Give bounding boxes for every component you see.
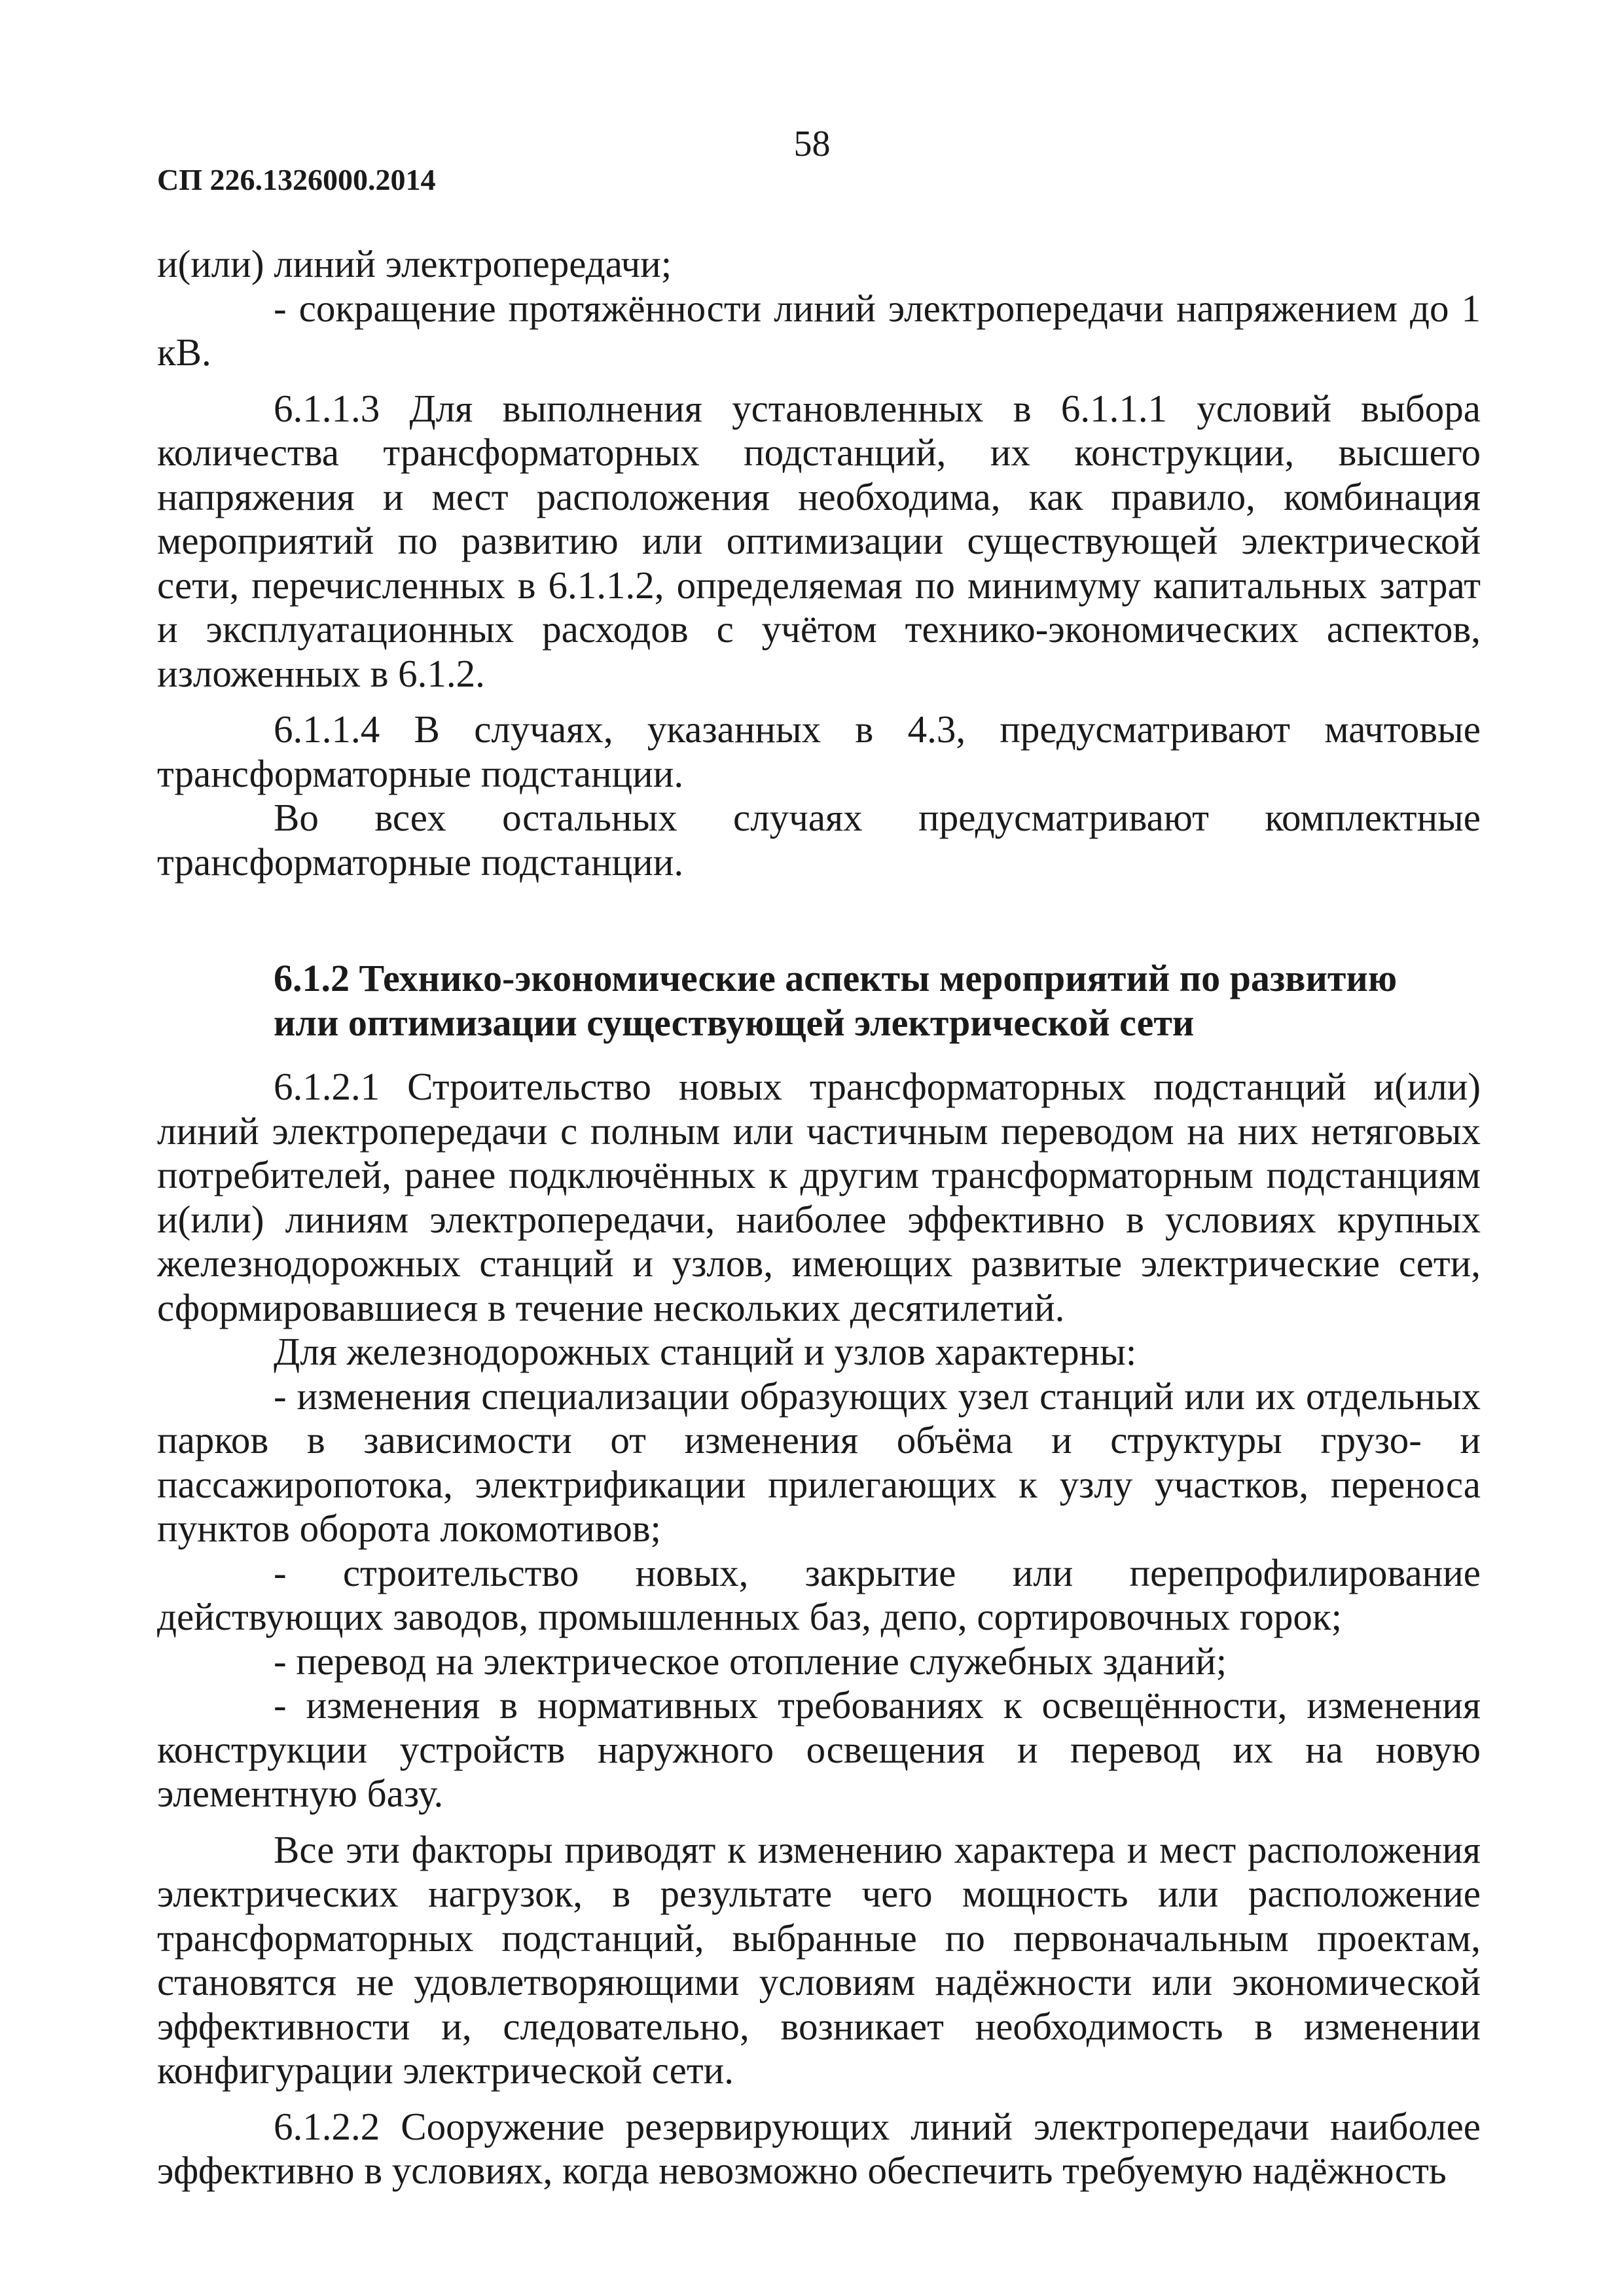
page-number: 58 <box>793 124 831 164</box>
list-item: - строительство новых, закрытие или перепрофилирование действующих заводов, промышленных баз, депо, сортировочных горок; <box>157 1551 1481 1638</box>
document-body <box>157 242 1481 2193</box>
paragraph: 6.1.1.3 Для выполнения установленных в 6.1.1.1 условий выбора количества трансформаторных подстанций, их конструкции, высшего напряжения и мест расположения необходима, как правило, комбинация мероприятий по развитию или оптимизации существующей электрической сети, перечисленных в 6.1.1.2, определяемая по минимуму капитальных затрат и эксплуатационных расходов с учётом технико-экономических аспектов, изложенных в 6.1.2. <box>157 386 1481 695</box>
list-item: - перевод на электрическое отопление служебных зданий; <box>274 1639 1227 1683</box>
document-code: СП 226.1326000.2014 <box>157 163 436 196</box>
paragraph: 6.1.2.2 Сооружение резервирующих линий электропередачи наиболее эффективно в условиях, когда невозможно обеспечить требуемую надёжность <box>157 2104 1481 2192</box>
section-heading <box>274 956 1481 1045</box>
paragraph: и(или) линий электропередачи; <box>157 242 672 285</box>
section-heading-line: или оптимизации существующей электрической сети <box>274 1001 1195 1044</box>
paragraph: Для железнодорожных станций и узлов характерны: <box>274 1330 1137 1373</box>
section-heading-line: 6.1.2 Технико-экономические аспекты мероприятий по развитию <box>274 957 1398 999</box>
paragraph: 6.1.2.1 Строительство новых трансформаторных подстанций и(или) линий электропередачи с полным или частичным переводом на них нетяговых потребителей, ранее подключённых к другим трансформаторным подстанциям и(или) линиям электропередачи, наиболее эффективно в условиях крупных железнодорожных станций и узлов, имеющих развитые электрические сети, сформировавшиеся в течение нескольких десятилетий. <box>157 1065 1481 1329</box>
paragraph: - сокращение протяжённости линий электропередачи напряжением до 1 кВ. <box>157 286 1481 374</box>
list-item: - изменения специализации образующих узел станций или их отдельных парков в зависимости от изменения объёма и структуры грузо- и пассажиропотока, электрификации прилегающих к узлу участков, переноса пунктов оборота локомотивов; <box>157 1374 1481 1550</box>
paragraph: Все эти факторы приводят к изменению характера и мест расположения электрических нагрузок, в результате чего мощность или расположение трансформаторных подстанций, выбранные по первоначальным проектам, становятся не удовлетворяющими условиям надёжности или экономической эффективности и, следовательно, возникает необходимость в изменении конфигурации электрической сети. <box>157 1827 1481 2092</box>
list-item: - изменения в нормативных требованиях к освещённости, изменения конструкции устройств наружного освещения и перевод их на новую элементную базу. <box>157 1683 1481 1815</box>
paragraph: 6.1.1.4 В случаях, указанных в 4.3, предусматривают мачтовые трансформаторные подстанции. <box>157 708 1481 795</box>
paragraph: Во всех остальных случаях предусматривают комплектные трансформаторные подстанции. <box>157 796 1481 884</box>
